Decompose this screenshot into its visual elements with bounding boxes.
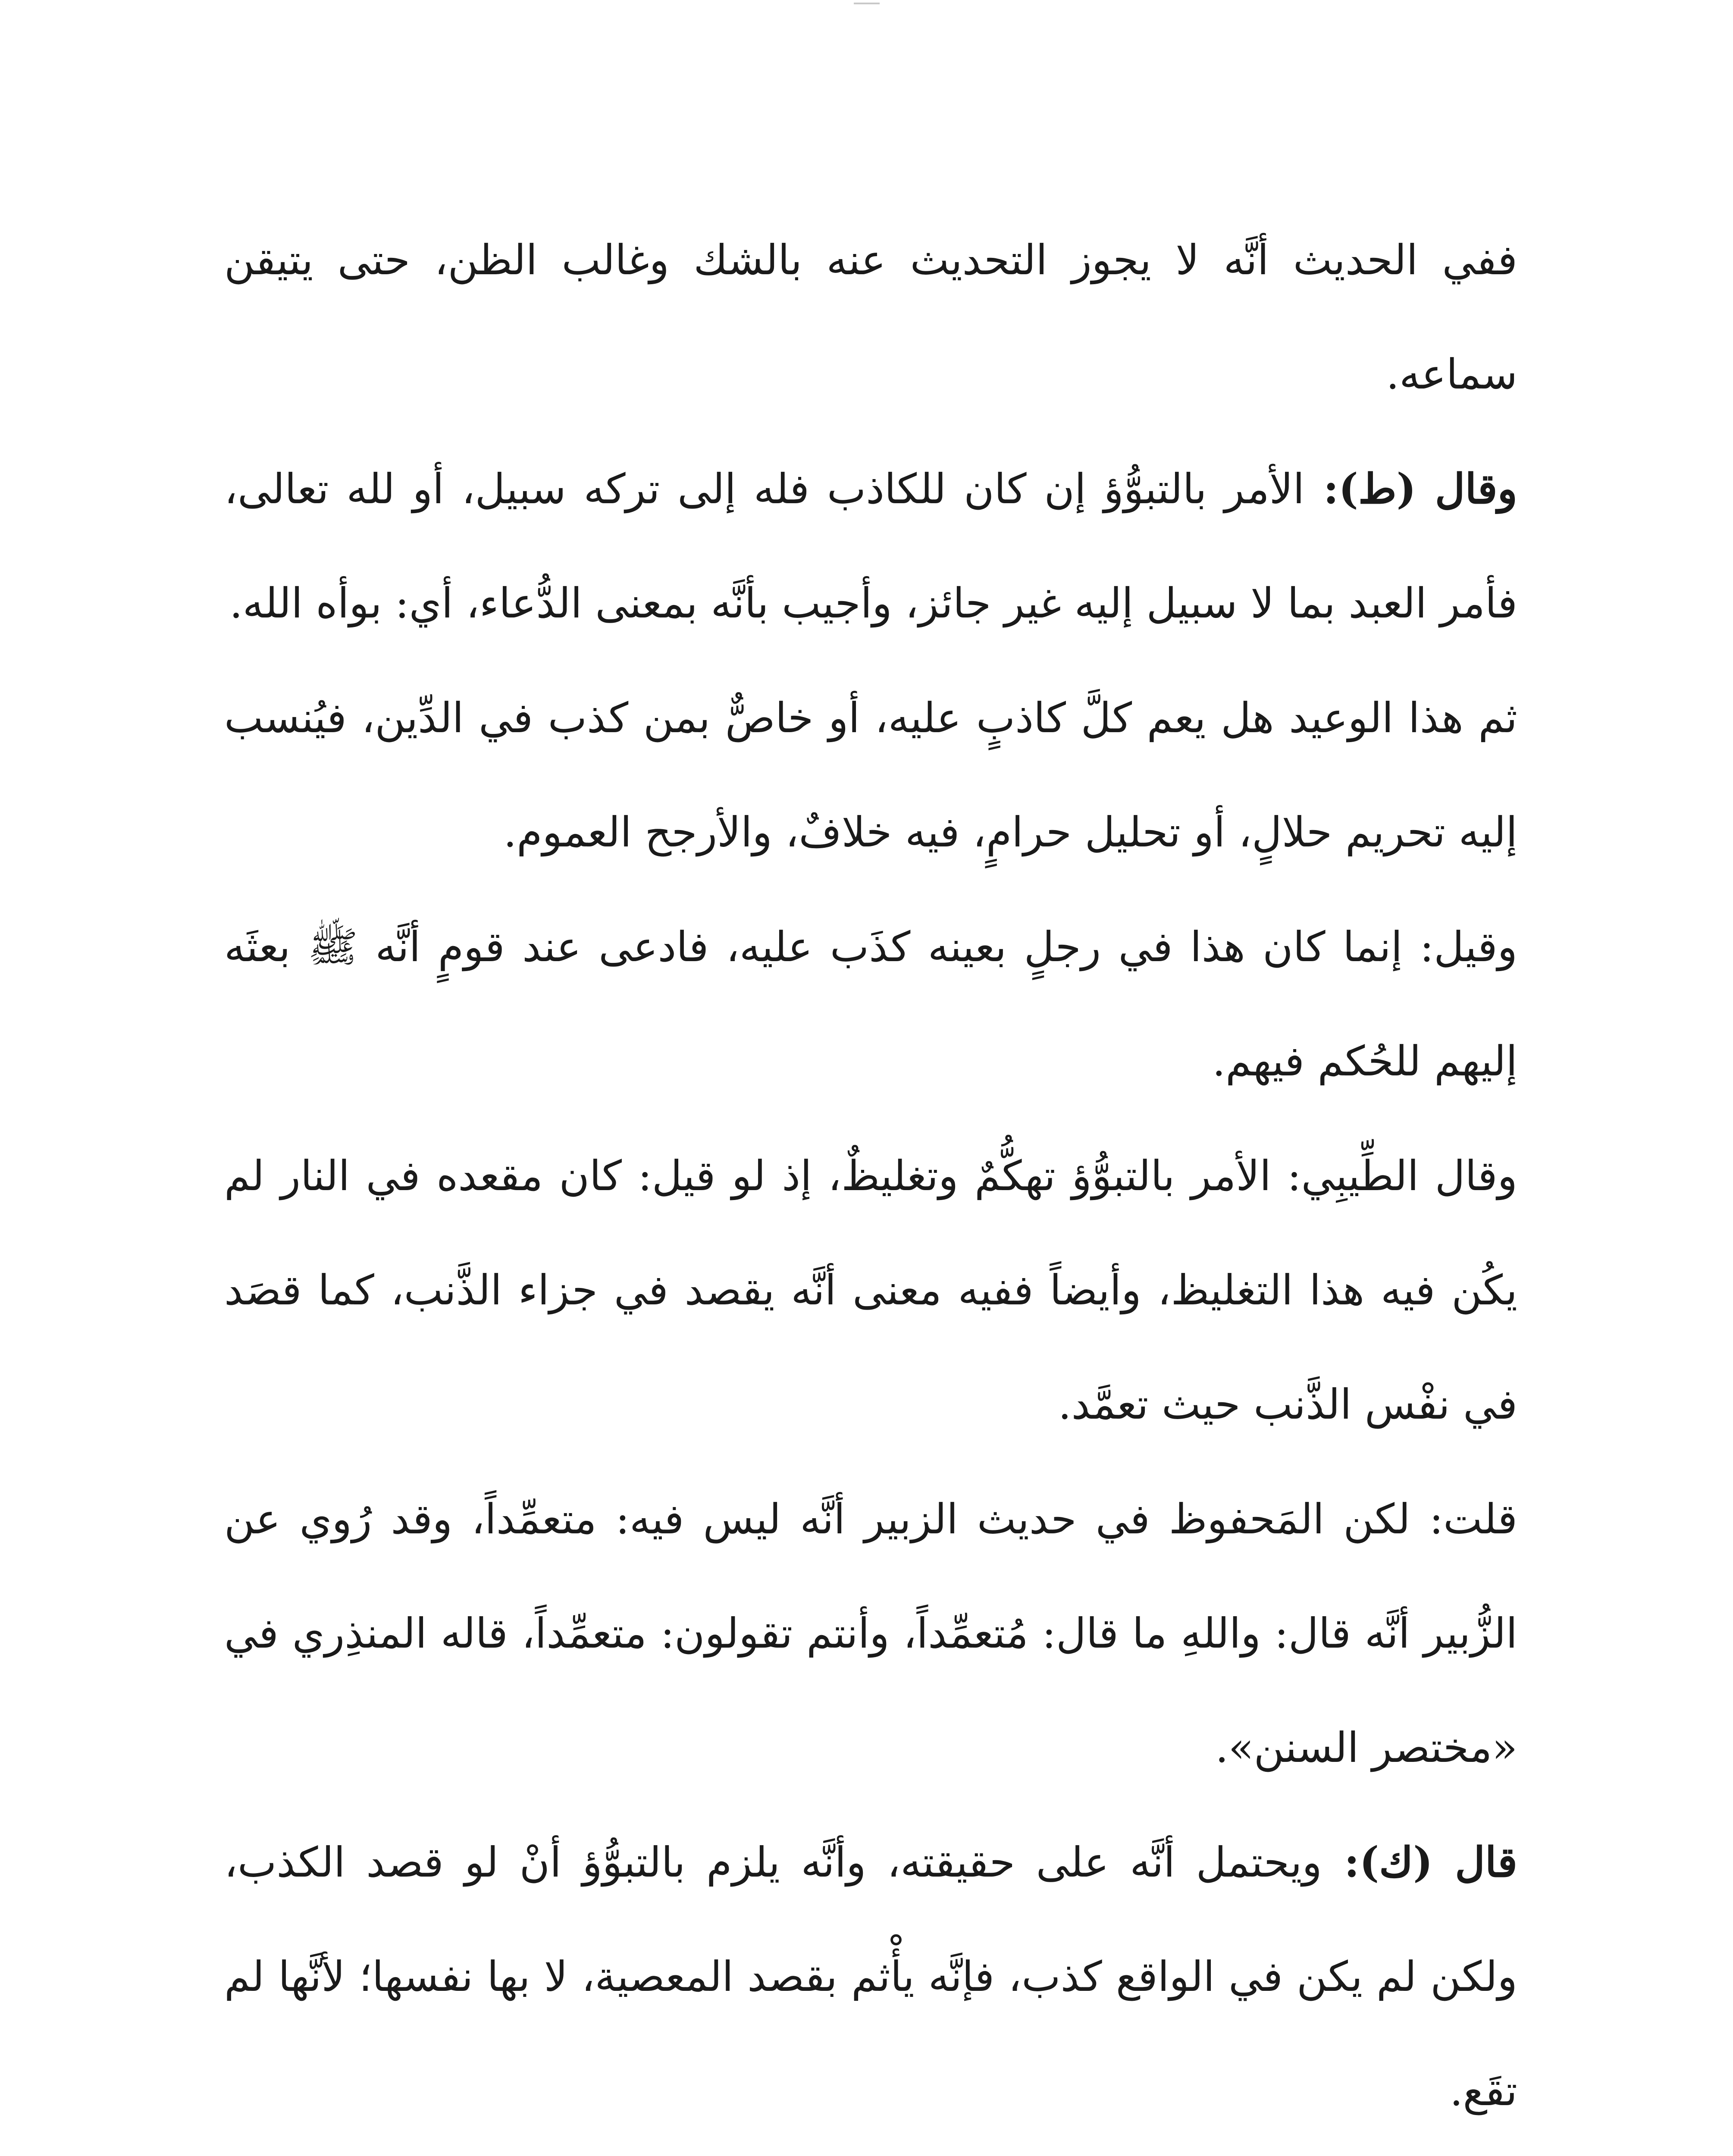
paragraph-5: [224, 1119, 1517, 1462]
paragraph-5-text: وقال الطِّيبِي: الأمر بالتبوُّؤ تهكُّمٌ وتغليظٌ، إذ لو قيل: كان مقعده في النار لم يكُن فيه هذا التغليظ، وأيضاً ففيه معنى أنَّه يقصد في جزاء الذَّنب، كما قصَد في نفْس الذَّنب حيث تعمَّد.: [224, 1152, 1517, 1429]
paragraph-7: [224, 1805, 1517, 2148]
paragraph-4-text: وقيل: إنما كان هذا في رجلٍ بعينه كذَب عليه، فادعى عند قومٍ أنَّه ﷺ بعثَه إليهم للحُكم فيهم.: [224, 923, 1517, 1085]
paragraph-2: [224, 432, 1517, 661]
paragraph-1: [224, 203, 1517, 432]
paragraph-7-lead: قال (ك):: [1322, 1838, 1518, 1887]
paragraph-4: [224, 890, 1517, 1119]
scan-mark: [854, 3, 880, 4]
paragraph-2-lead: وقال (ط):: [1304, 464, 1518, 513]
paragraph-2-text: الأمر بالتبوُّؤ إن كان للكاذب فله إلى تركه سبيل، أو لله تعالى، فأمر العبد بما لا سبيل إليه غير جائز، وأجيب بأنَّه بمعنى الدُّعاء، أي: بوأه الله.: [224, 465, 1517, 627]
paragraph-6: [224, 1462, 1517, 1805]
paragraph-8: [224, 2148, 1517, 2156]
page-body: [224, 203, 1517, 2156]
paragraph-3: [224, 661, 1517, 890]
paragraph-3-text: ثم هذا الوعيد هل يعم كلَّ كاذبٍ عليه، أو خاصٌّ بمن كذب في الدِّين، فيُنسب إليه تحريم حلالٍ، أو تحليل حرامٍ، فيه خلافٌ، والأرجح العموم.: [224, 694, 1517, 856]
paragraph-1-text: ففي الحديث أنَّه لا يجوز التحديث عنه بالشك وغالب الظن، حتى يتيقن سماعه.: [224, 236, 1517, 398]
paragraph-7-text: ويحتمل أنَّه على حقيقته، وأنَّه يلزم بالتبوُّؤ أنْ لو قصد الكذب، ولكن لم يكن في الواقع كذب، فإنَّه يأْثم بقصد المعصية، لا بها نفسها؛ لأنَّها لم تقَع.: [224, 1838, 1517, 2115]
paragraph-6-text: قلت: لكن المَحفوظ في حديث الزبير أنَّه ليس فيه: متعمِّداً، وقد رُوي عن الزُّبير أنَّه قال: واللهِ ما قال: مُتعمِّداً، وأنتم تقولون: متعمِّداً، قاله المنذِري في «مختصر السنن».: [224, 1495, 1518, 1772]
